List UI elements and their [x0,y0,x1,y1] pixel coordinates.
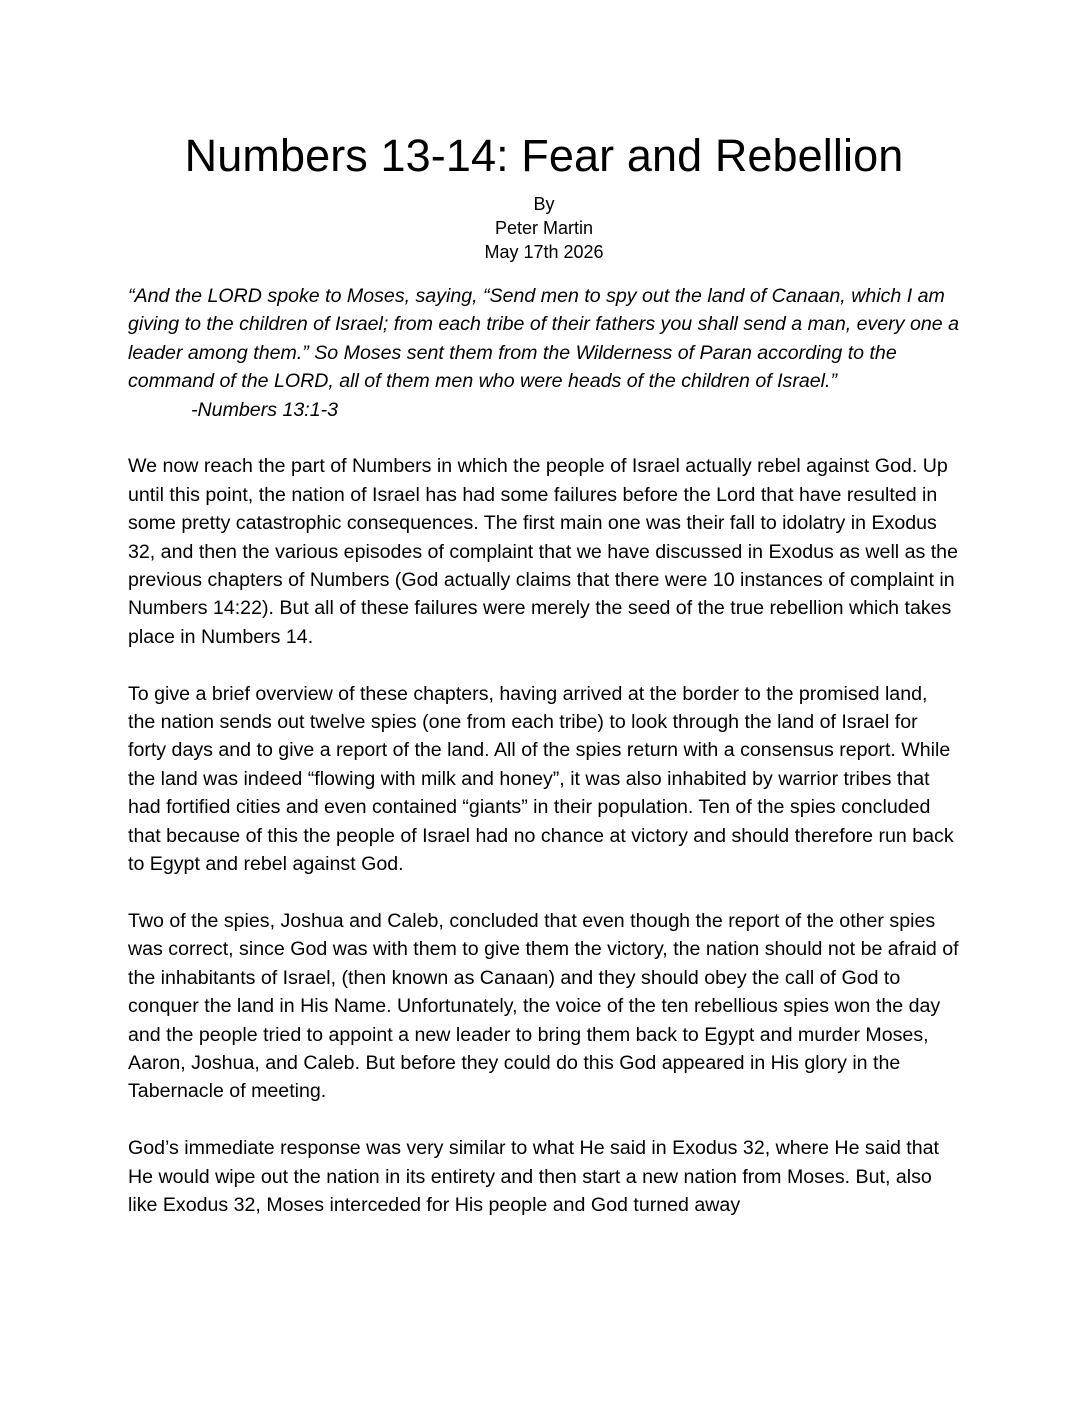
byline-date: May 17th 2026 [484,242,604,262]
epigraph-text: “And the LORD spoke to Moses, saying, “Send men to spy out the land of Canaan, which I am giving to the children of Israel; from each tribe of their fathers you shall send a man, every one a leader among them.” So Moses sent them from the Wilderness of Paran according to the command of the LORD, all of them men who were heads of the children of Israel.” [128,285,960,393]
body-paragraph-3: Two of the spies, Joshua and Caleb, concluded that even though the report of the other spies was correct, since God was with them to give them the victory, the nation should not be afraid of the inhabitants of Israel, (then known as Canaan) and they should obey the call of God to conquer the land in His Name. Unfortunately, the voice of the ten rebellious spies won the day and the people tried to appoint a new leader to bring them back to Egypt and murder Moses, Aaron, Joshua, and Caleb. But before they could do this God appeared in His glory in the Tabernacle of meeting. [128,909,959,1103]
byline-by: By [533,194,555,214]
document-title: Numbers 13-14: Fear and Rebellion [184,130,904,181]
byline-author: Peter Martin [494,218,594,238]
body-paragraph-1: We now reach the part of Numbers in which the people of Israel actually rebel against God. Up until this point, the nation of Israel has had some failures before the Lord that have resulted in some pretty catastrophic consequences. The first main one was their fall to idolatry in Exodus 32, and then the various episodes of complaint that we have discussed in Exodus as well as the previous chapters of Numbers (God actually claims that there were 10 instances of complaint in Numbers 14:22). But all of these failures were merely the seed of the true rebellion which takes place in Numbers 14. [128,455,958,648]
body-paragraph-2: To give a brief overview of these chapters, having arrived at the border to the promised land, the nation sends out twelve spies (one from each tribe) to look through the land of Israel for forty days and to give a report of the land. All of the spies return with a consensus report. While the land was indeed “flowing with milk and honey”, it was also inhabited by warrior tribes that had fortified cities and even contained “giants” in their population. Ten of the spies concluded that because of this the people of Israel had no chance at victory and should therefore run back to Egypt and rebel against God. [128,682,954,876]
body-paragraph-4: God’s immediate response was very similar to what He said in Exodus 32, where He said that He would wipe out the nation in its entirety and then start a new nation from Moses. But, also like Exodus 32, Moses interceded for His people and God turned away [128,1137,939,1216]
epigraph-reference: -Numbers 13:1-3 [191,398,339,421]
epigraph-quote [128,282,960,424]
byline [128,192,960,264]
